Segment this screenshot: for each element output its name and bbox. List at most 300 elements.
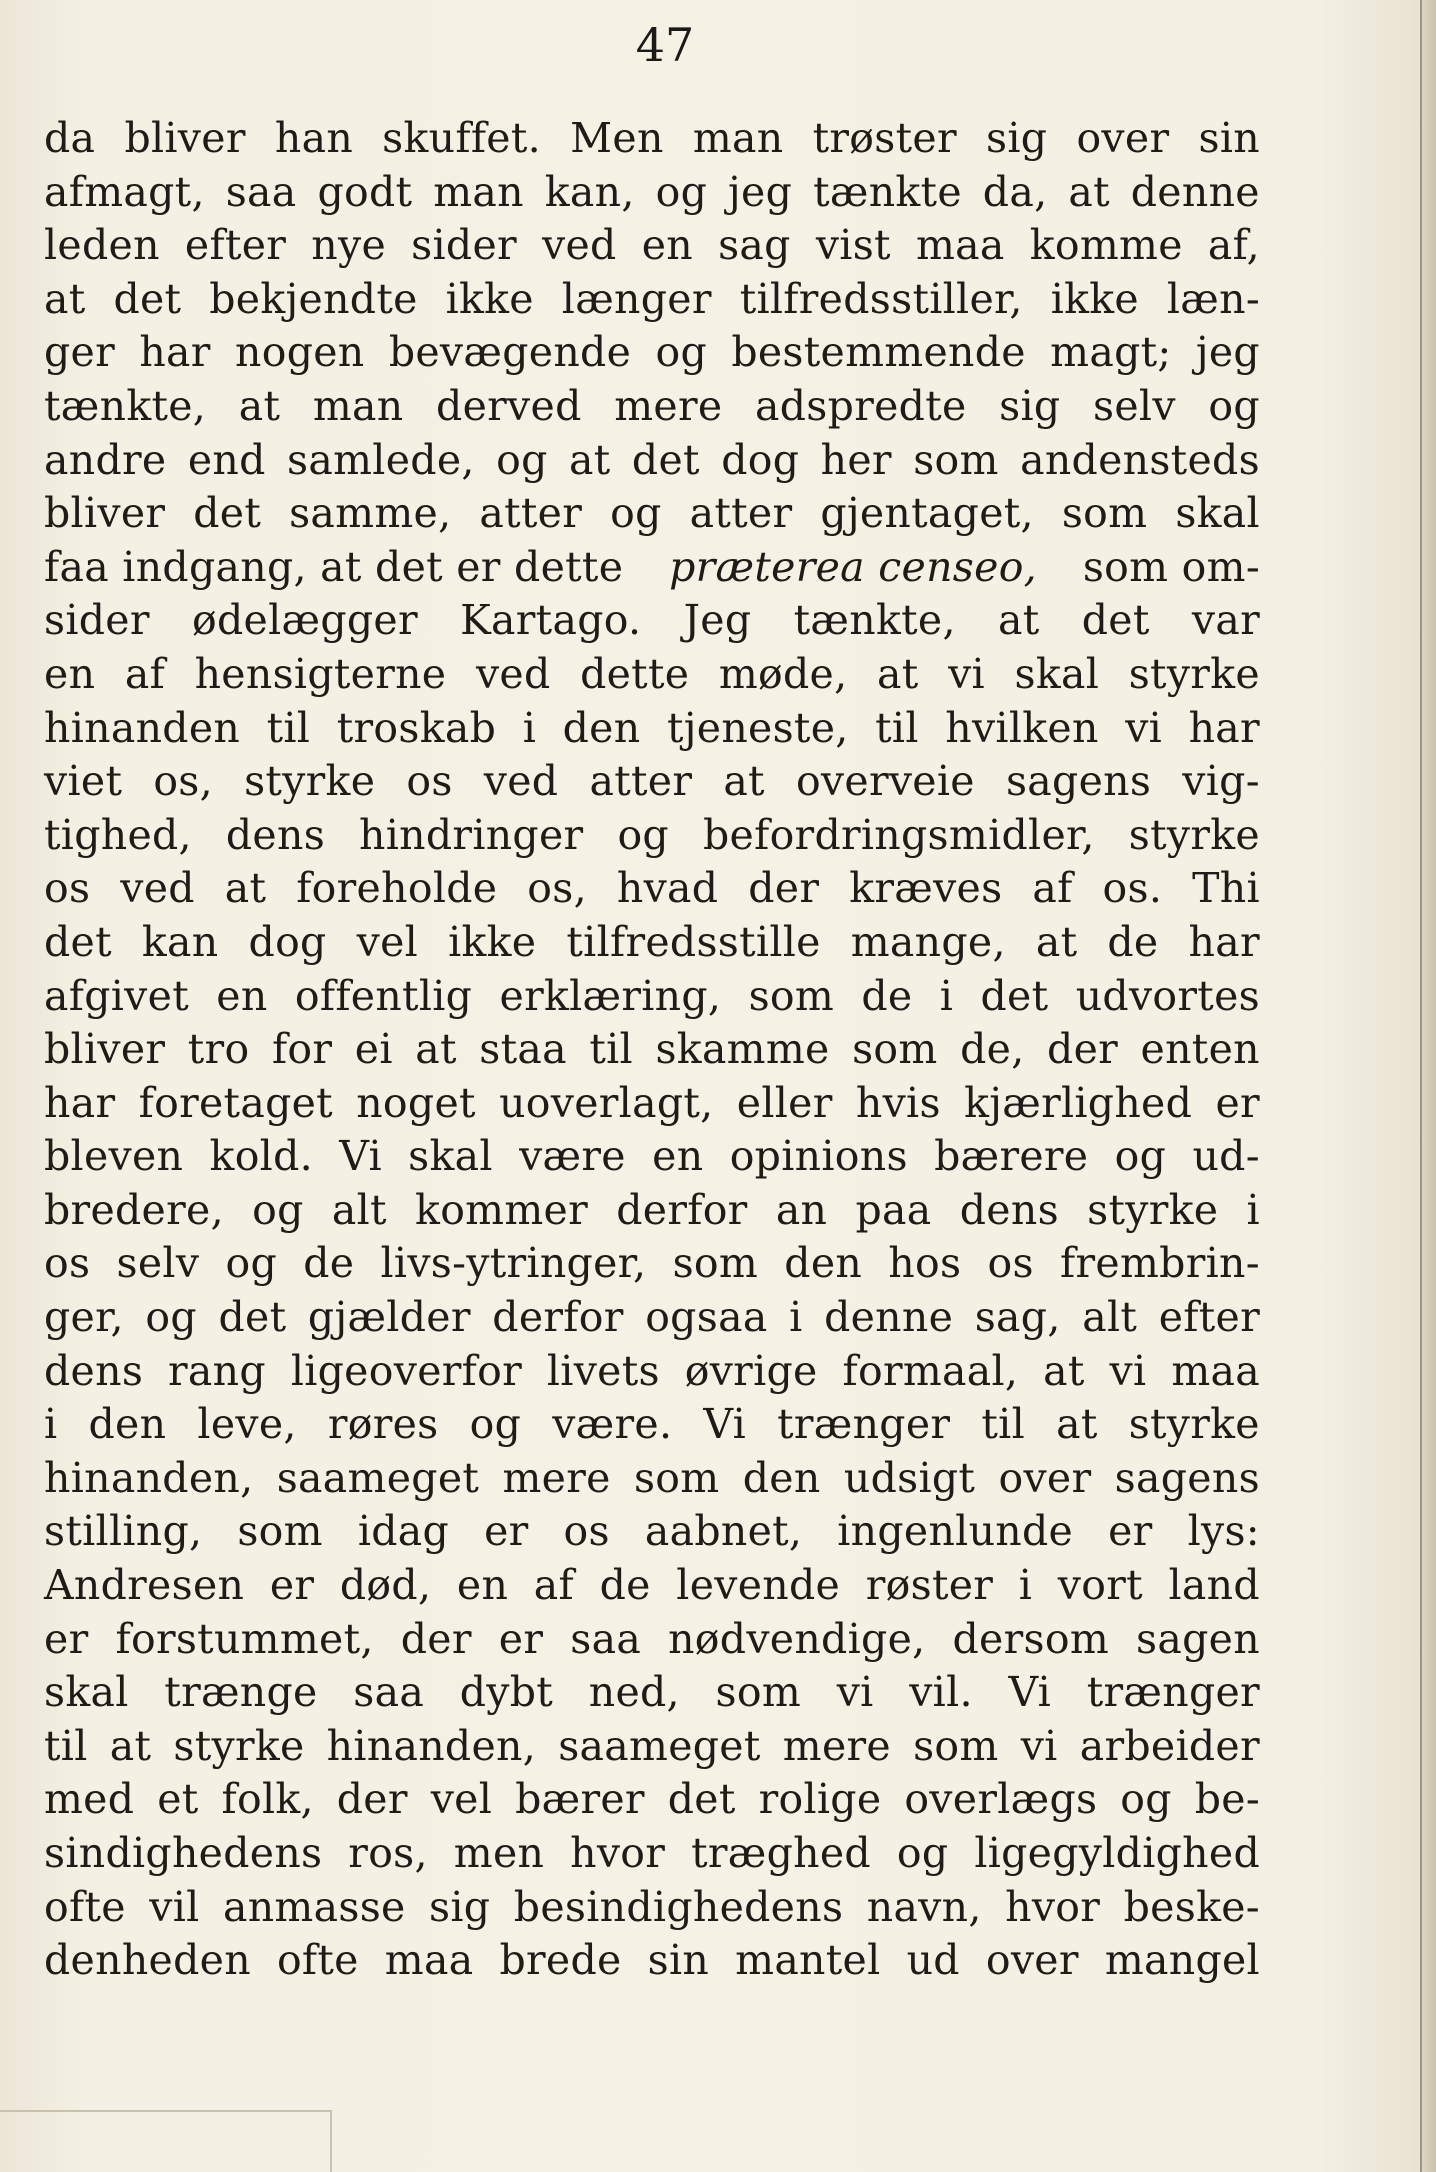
word: hinanden [44,703,241,752]
word: at [1056,1400,1098,1449]
word: som [672,1239,759,1288]
word: dog [721,435,800,484]
word: derfor [616,1185,748,1234]
word: gjentaget, [820,489,1034,538]
word: med [44,1775,135,1824]
word: Men [570,114,664,162]
word: skal [408,1132,493,1181]
text-line [44,1773,1260,1827]
text-line [44,380,1260,434]
word: være [519,1132,626,1181]
word: er [1108,1507,1153,1556]
word: saa [353,1668,425,1717]
word: noget [356,1078,476,1127]
word: hvad [616,864,719,913]
word: jeg [1195,328,1260,377]
word: sag [718,221,791,270]
word: ikke [445,274,534,323]
word: dens [225,810,326,859]
word: det [44,917,112,966]
word: os [44,1239,91,1288]
word: sagens [1114,1453,1260,1502]
text-line [44,1613,1260,1667]
word: nye [311,221,387,270]
word: er [498,1614,544,1663]
word: adspredte [755,381,967,430]
word: dette [580,649,690,698]
word: selv [1093,381,1176,430]
word: samme, [289,489,452,538]
word: ger [44,328,116,377]
word: denne [824,1293,954,1342]
word: det [667,1775,736,1824]
word: dens [959,1185,1059,1234]
word: kold. [209,1132,313,1181]
text-line [44,809,1260,863]
word: kjærlighed [964,1078,1193,1127]
word: Kartago. [460,596,642,645]
text-line [44,1827,1260,1881]
word: ofte [276,1936,359,1985]
word: os, [153,757,213,806]
word: som [748,971,835,1020]
word: at [415,1025,457,1074]
word: Vi [339,1132,382,1181]
word: udsigt [843,1453,976,1502]
word: sagen [1136,1614,1260,1663]
word: møde, [718,649,848,698]
word: vil [149,1882,200,1931]
word: da, [982,167,1048,216]
word: hvor [570,1829,666,1877]
word: ved [120,864,195,913]
word: selv [116,1239,200,1288]
word: rang [168,1346,266,1395]
word: bliver [44,1025,166,1074]
word: har [1188,703,1260,752]
word: skal [44,1668,129,1717]
word: at [723,757,765,806]
word: gjælder [307,1293,471,1342]
text-line [44,1398,1260,1452]
word: godt [317,167,413,216]
word: af [124,649,166,698]
word: den [88,1400,167,1449]
word: af [533,1561,574,1610]
word: troskab [336,703,497,752]
word: det [1081,596,1150,645]
word: tilfredsstille [566,917,821,966]
word: sin [1198,114,1260,162]
word: det [113,274,182,323]
word: Vi [1008,1668,1052,1717]
word: os [44,864,91,913]
word: dersom [952,1614,1109,1663]
word: nødvendige, [668,1614,926,1663]
word: til [981,1400,1025,1449]
word: en [456,1561,509,1610]
word: ved [475,649,551,698]
word: der [748,864,820,913]
word: aabnet, [644,1507,803,1556]
word: ud [906,1936,960,1985]
page-number: 47 [635,18,695,72]
word: os [987,1239,1034,1288]
word: ud- [1192,1132,1260,1181]
word: trøster [812,114,957,162]
word: saameget [276,1453,480,1502]
word: det [218,1293,287,1342]
text-line [44,273,1260,327]
word: læn- [1166,274,1260,323]
word: forstummet, [115,1614,374,1663]
word: Vi [703,1400,746,1449]
word: stilling, [44,1507,203,1556]
word: be- [1194,1775,1260,1824]
word: foretaget [138,1078,333,1127]
word: og [1120,1775,1172,1824]
word: styrke [1128,649,1260,698]
word: hinanden, [326,1721,537,1770]
word: folk, [221,1775,314,1824]
word: til [44,1721,88,1770]
text-line [44,1881,1260,1935]
word: i [1246,1185,1260,1234]
text-line [44,1291,1260,1345]
word: tro [187,1025,250,1074]
word: opinions [729,1132,908,1181]
word: derfor [492,1293,624,1342]
word: efter [184,221,287,270]
word: hvor [1005,1882,1101,1931]
word: rolige [758,1775,882,1824]
word: de [303,1239,355,1288]
word: er [484,1507,529,1556]
word: og [655,328,708,377]
word: land [1168,1561,1260,1610]
word: mere [614,381,723,430]
word: Jeg [683,596,752,645]
word: sindighedens [44,1829,323,1877]
text-line [44,1666,1260,1720]
text-line [44,112,1260,166]
word: mere [782,1721,891,1770]
text-line [44,1452,1260,1506]
word: viet [44,757,123,806]
word: en [44,649,96,698]
word: atter [589,757,693,806]
word: levende [676,1561,841,1610]
word: trænge [164,1668,318,1717]
word: ikke [1050,274,1139,323]
word: livets [546,1346,660,1395]
word: til [266,703,311,752]
word: ger, [44,1293,124,1342]
word: til [589,1025,633,1074]
word: som [852,1025,938,1074]
word: foreholde [296,864,498,913]
text-line-with-italic [44,541,1260,595]
word: ligeoverfor [290,1346,523,1395]
word: styrke [173,1721,305,1770]
word: os [563,1507,610,1556]
word: frembrin- [1060,1239,1260,1288]
word: efter [1158,1293,1260,1342]
word: at [224,864,267,913]
word: mange, [850,917,1006,966]
word: den [784,1239,863,1288]
text-line [44,648,1260,702]
word: var [1191,596,1260,645]
word: død, [339,1561,432,1610]
word: ros, [348,1829,428,1877]
word: den [742,1453,821,1502]
word: som [1061,489,1148,538]
word: Andresen [44,1561,245,1610]
word: vil. [909,1668,973,1717]
word: styrke [1128,1400,1260,1449]
word: af, [1207,221,1260,270]
word: og [655,167,708,216]
word: trænger [777,1400,951,1449]
word: at [109,1721,152,1770]
word: skuffet. [382,114,541,162]
word: dens [44,1346,144,1395]
word: dybt [459,1668,554,1717]
word: idag [357,1507,450,1556]
word: men [453,1829,545,1877]
word: kan, [544,167,635,216]
word: mere [502,1453,611,1502]
word: det [631,435,700,484]
word: maa [915,221,1005,270]
word: an [775,1185,828,1234]
word: alt [1082,1293,1138,1342]
word: udvortes [1075,971,1260,1020]
word: tjeneste, [666,703,849,752]
word: leden [44,221,160,270]
word: bekjendte [209,274,418,323]
word: anmasse [222,1882,406,1931]
word: over [1076,114,1170,162]
text-line [44,1077,1260,1131]
word: man [433,167,524,216]
word: tænkte [813,167,962,216]
text-line [44,1720,1260,1774]
word: træghed [691,1829,871,1877]
word: saa [570,1614,642,1663]
text-line [44,487,1260,541]
word: og [496,435,548,484]
word: kræves [849,864,1003,913]
word: og [610,489,662,538]
word: denheden [44,1936,251,1985]
word: en [641,221,693,270]
text-line [44,1237,1260,1291]
word: Thi [1192,864,1260,913]
word: han [274,114,354,162]
word: at [569,435,611,484]
word: livs-ytringer, [380,1239,647,1288]
word: at [1068,167,1110,216]
word: for [271,1025,333,1074]
word: og [225,1239,278,1288]
word: der [336,1775,408,1824]
word: har [139,328,211,377]
word: eller [736,1078,833,1127]
word: de [861,971,913,1020]
text-line [44,594,1260,648]
word: vist [815,221,891,270]
word: dog [248,917,327,966]
word: staa [479,1025,567,1074]
word: som [633,1453,720,1502]
word: og [896,1829,949,1877]
word: være. [552,1400,673,1449]
word: sagens [1005,757,1152,806]
line-end: som om- [1082,542,1260,591]
word: befordringsmidler, [702,810,1095,859]
word: i [789,1293,803,1342]
word: paa [855,1185,932,1234]
word: man [692,114,784,162]
word: samlede, [287,435,475,484]
word: saa [225,167,297,216]
word: som [715,1668,802,1717]
word: lys: [1187,1507,1260,1556]
word: besindighedens [513,1882,844,1931]
word: afmagt, [44,167,205,216]
word: styrke [244,757,376,806]
word: i [939,971,954,1020]
word: bestemmende [731,328,1026,377]
word: mantel [735,1936,881,1985]
text-line [44,1559,1260,1613]
word: at [238,381,281,430]
word: at [998,596,1040,645]
word: alt [331,1185,387,1234]
text-line [44,862,1260,916]
word: andre [44,435,167,484]
word: ligegyldighed [974,1829,1260,1877]
word: ei [354,1025,393,1074]
word: bevægende [388,328,632,377]
word: har [1188,917,1260,966]
word: en [652,1132,704,1181]
word: til [875,703,919,752]
word: vi [1125,703,1163,752]
word: længer [561,274,712,323]
word: over [985,1936,1079,1985]
word: at [1035,917,1078,966]
word: røres [327,1400,439,1449]
text-line [44,219,1260,273]
word: sig [999,381,1061,430]
word: øvrige [684,1346,818,1395]
word: skal [1175,489,1260,538]
word: arbeider [1079,1721,1260,1770]
body-text [44,112,1260,1988]
word: leve, [197,1400,297,1449]
word: mangel [1104,1936,1260,1985]
word: i [44,1400,58,1449]
word: trænger [1086,1668,1260,1717]
word: os [406,757,453,806]
word: ned, [588,1668,680,1717]
word: denne [1130,167,1260,216]
word: offentlig [294,971,473,1020]
word: og [1114,1132,1167,1181]
word: da [44,114,96,162]
text-line [44,755,1260,809]
line-start: faa indgang, at det er dette [44,542,624,591]
word: styrke [1087,1185,1219,1234]
word: bleven [44,1132,184,1181]
word: som [913,1721,999,1770]
text-line [44,702,1260,756]
text-line [44,1934,1260,1988]
word: en [216,971,268,1020]
word: ogsaa [645,1293,768,1342]
word: ofte [44,1882,126,1931]
word: vi [836,1668,874,1717]
word: andensteds [1020,435,1260,484]
word: enten [1140,1025,1260,1074]
word: hvilken [945,703,1099,752]
text-line [44,166,1260,220]
word: ødelægger [191,596,418,645]
text-line [44,1184,1260,1238]
word: og [145,1293,197,1342]
word: sig [986,114,1048,162]
text-line [44,434,1260,488]
word: skamme [655,1025,830,1074]
word: over [998,1453,1092,1502]
word: at [44,274,86,323]
text-line [44,326,1260,380]
word: ingenlunde [837,1507,1074,1556]
word: nogen [235,328,365,377]
word: os, [527,864,587,913]
word: styrke [1128,810,1260,859]
word: de, [960,1025,1025,1074]
word: de [1107,917,1159,966]
word: hvis [855,1078,941,1127]
text-line [44,1505,1260,1559]
word: ved [542,221,617,270]
text-line [44,916,1260,970]
word: overlægs [904,1775,1098,1824]
word: vi [1109,1346,1147,1395]
word: atter [689,489,793,538]
word: komme [1029,221,1183,270]
word: magt; [1050,328,1172,377]
word: der [400,1614,472,1663]
word: her [820,435,892,484]
word: som [913,435,999,484]
word: sin [647,1936,710,1985]
word: i [522,703,537,752]
word: vi [1020,1721,1058,1770]
word: afgivet [44,971,189,1020]
text-line [44,1130,1260,1184]
word: uoverlagt, [499,1078,714,1127]
word: tænkte, [44,381,207,430]
word: bredere, [44,1185,224,1234]
word: at [877,649,919,698]
word: er [44,1614,89,1663]
text-line [44,970,1260,1024]
